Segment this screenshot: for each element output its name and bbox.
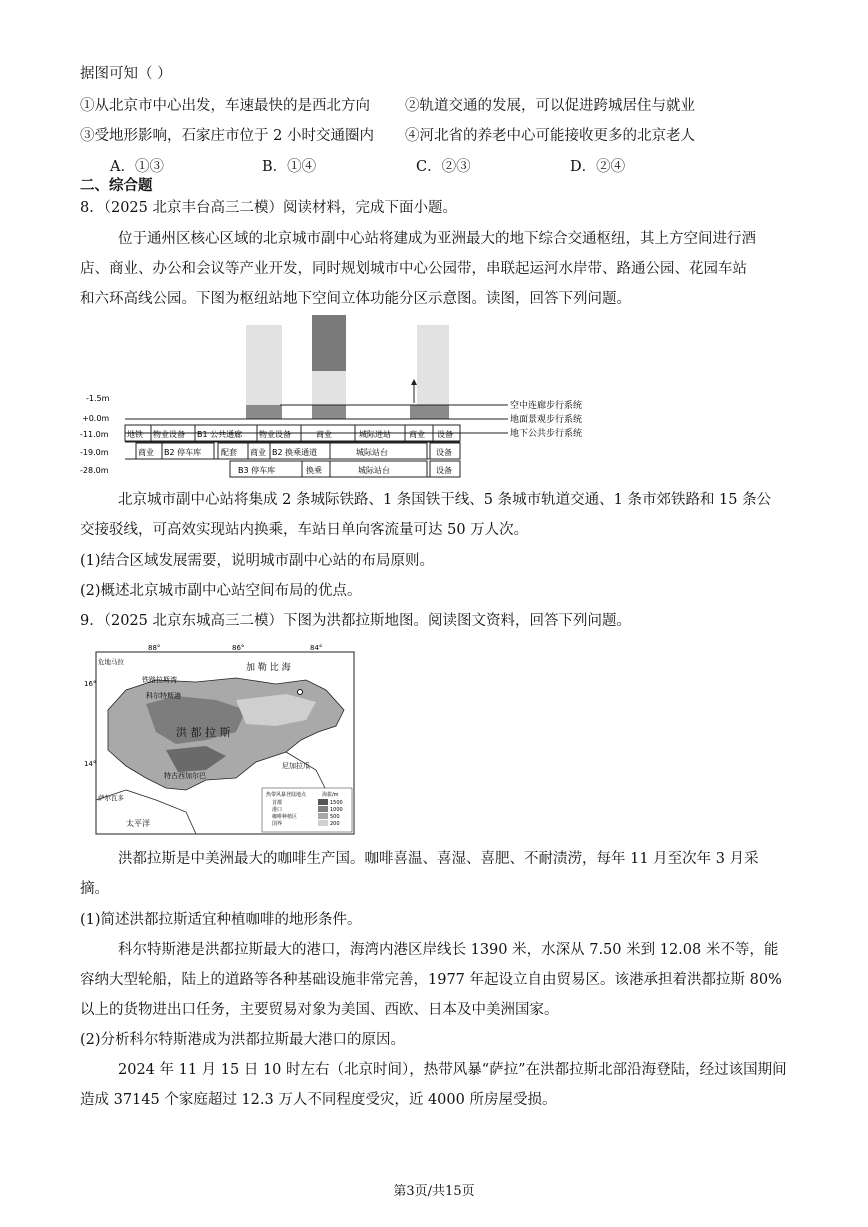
station-section-figure [80, 315, 600, 480]
q9-paragraph-line: 2024 年 11 月 15 日 10 时左右（北京时间），热带风暴“萨拉”在洪都拉斯北部沿海登陆，经过该国期间 [118, 1062, 787, 1078]
latitude-label: 14° [84, 760, 97, 768]
zone-cell: 城际站台 [356, 448, 388, 457]
q9-paragraph-line: 容纳大型轮船，陆上的道路等各种基础设施非常完善，1977 年起设立自由贸易区。该港承担着洪都拉斯 80% [80, 972, 782, 988]
elevation-value: 1000 [330, 807, 343, 813]
zone-cell: 城际进站 [359, 430, 391, 439]
q8-paragraph-line: 北京城市副中心站将集成 2 条城际铁路、1 条国铁干线、5 条城市轨道交通、1 条市郊铁路和 15 条公 [118, 492, 772, 508]
legend-title: 热带风暴登陆地点 [266, 792, 307, 798]
zone-cell: B2 停车库 [164, 448, 202, 457]
zone-cell: 商业 [409, 430, 425, 439]
q7-statement-4: ④河北省的养老中心可能接收更多的北京老人 [405, 128, 695, 144]
q7-stem: 据图可知（ ） [80, 66, 172, 82]
longitude-label: 88° [148, 644, 161, 652]
zone-cell: 商业 [250, 448, 266, 457]
ocean-label: 太平洋 [126, 819, 150, 828]
q7-statement-1: ①从北京市中心出发，车速最快的是西北方向 [80, 98, 370, 114]
elevation-value: 1500 [330, 800, 343, 806]
system-label: 地下公共步行系统 [510, 429, 583, 439]
latitude-label: 16° [84, 680, 97, 688]
zone-cell: 商业 [138, 448, 154, 457]
zone-cell: 设备 [436, 448, 452, 457]
neighbor-label: 尼加拉瓜 [282, 762, 310, 770]
q9-paragraph-line: 科尔特斯港是洪都拉斯最大的港口，海湾内港区岸线长 1390 米，水深从 7.50 米到 12.08 米不等，能 [118, 942, 779, 958]
q9-paragraph-line: 以上的货物进出口任务，主要贸易对象为美国、西欧、日本及中美洲国家。 [80, 1002, 559, 1018]
level-label: -11.0m [80, 430, 109, 439]
level-label: -1.5m [86, 394, 110, 403]
neighbor-label: 萨尔瓦多 [98, 794, 124, 802]
storm-landfall-icon [298, 690, 303, 695]
zone-cell: 商业 [316, 430, 332, 439]
zone-cell: 物业设备 [259, 430, 291, 439]
q7-statement-3: ③受地形影响，石家庄市位于 2 小时交通圈内 [80, 128, 374, 144]
longitude-label: 86° [232, 644, 245, 652]
city-label: 铁路拉斯湾 [142, 676, 177, 684]
system-label: 地面景观步行系统 [510, 415, 583, 425]
zone-cell: 物业设备 [153, 430, 185, 439]
q8-subquestion-2: (2)概述北京城市副中心站空间布局的优点。 [80, 583, 362, 599]
neighbor-label: 危地马拉 [98, 658, 124, 666]
q8-paragraph-line: 店、商业、办公和会议等产业开发，同时规划城市中心公园带，串联起运河水岸带、路通公园、花园车站 [80, 261, 747, 277]
q9-subquestion-1: (1)简述洪都拉斯适宜种植咖啡的地形条件。 [80, 912, 362, 928]
legend-item: 港口 [272, 807, 283, 813]
q8-paragraph-line: 位于通州区核心区域的北京城市副中心站将建成为亚洲最大的地下综合交通枢纽，其上方空间进行酒 [118, 231, 756, 247]
legend-item: 首都 [272, 800, 283, 806]
city-label: 科尔特斯港 [146, 692, 181, 700]
zone-cell: 换乘 [306, 466, 322, 475]
level-label: -19.0m [80, 448, 109, 457]
system-label: 空中连廊步行系统 [510, 401, 583, 411]
elevation-value: 200 [330, 821, 340, 827]
zone-cell: 配套 [221, 448, 237, 457]
q9-subquestion-2: (2)分析科尔特斯港成为洪都拉斯最大港口的原因。 [80, 1032, 406, 1048]
q7-option-b: B．①④ [262, 159, 317, 175]
honduras-map [86, 640, 358, 836]
q8-paragraph-line: 和六环高线公园。下图为枢纽站地下空间立体功能分区示意图。读图，回答下列问题。 [80, 291, 631, 307]
zone-cell: 城际站台 [358, 466, 390, 475]
country-label: 洪 都 拉 斯 [176, 726, 231, 739]
level-label: -28.0m [80, 466, 109, 475]
zone-cell: B2 换乘通道 [272, 448, 318, 457]
q8-subquestion-1: (1)结合区域发展需要，说明城市副中心站的布局原则。 [80, 553, 435, 569]
q9-paragraph-line: 洪都拉斯是中美洲最大的咖啡生产国。咖啡喜温、喜湿、喜肥、不耐渍涝，每年 11 月至次年 3 月采 [118, 851, 759, 867]
sea-label: 加 勒 比 海 [246, 663, 291, 673]
legend-item: 国界 [272, 821, 283, 827]
level-label: +0.0m [82, 414, 110, 423]
page-footer: 第3页/共15页 [393, 1184, 475, 1199]
longitude-label: 84° [310, 644, 323, 652]
q9-paragraph-line: 造成 37145 个家庭超过 12.3 万人不同程度受灾，近 4000 所房屋受损。 [80, 1092, 557, 1108]
q9-paragraph-line: 摘。 [80, 881, 109, 897]
q8-heading: 8．（2025 北京丰台高三二模）阅读材料，完成下面小题。 [80, 200, 457, 216]
q7-option-a: A．①③ [110, 159, 164, 175]
elevation-value: 500 [330, 814, 340, 820]
zone-cell: 设备 [436, 466, 452, 475]
section-heading: 二、综合题 [80, 177, 153, 194]
city-label: 特古西加尔巴 [164, 772, 206, 780]
q8-paragraph-line: 交接驳线，可高效实现站内换乘，车站日单向客流量可达 50 万人次。 [80, 522, 529, 538]
zone-cell: 设备 [437, 430, 453, 439]
zone-cell: B1 公共通廊 [197, 430, 243, 439]
zone-cell: B3 停车库 [238, 466, 276, 475]
legend-item: 咖啡种植区 [272, 814, 298, 820]
q7-statement-2: ②轨道交通的发展，可以促进跨城居住与就业 [405, 98, 695, 114]
q7-option-c: C．②③ [416, 159, 471, 175]
q7-option-d: D．②④ [570, 159, 626, 175]
zone-cell: 地铁 [127, 430, 143, 439]
q9-heading: 9．（2025 北京东城高三二模）下图为洪都拉斯地图。阅读图文资料，回答下列问题。 [80, 613, 631, 629]
elevation-title: 海拔/m [322, 792, 339, 798]
